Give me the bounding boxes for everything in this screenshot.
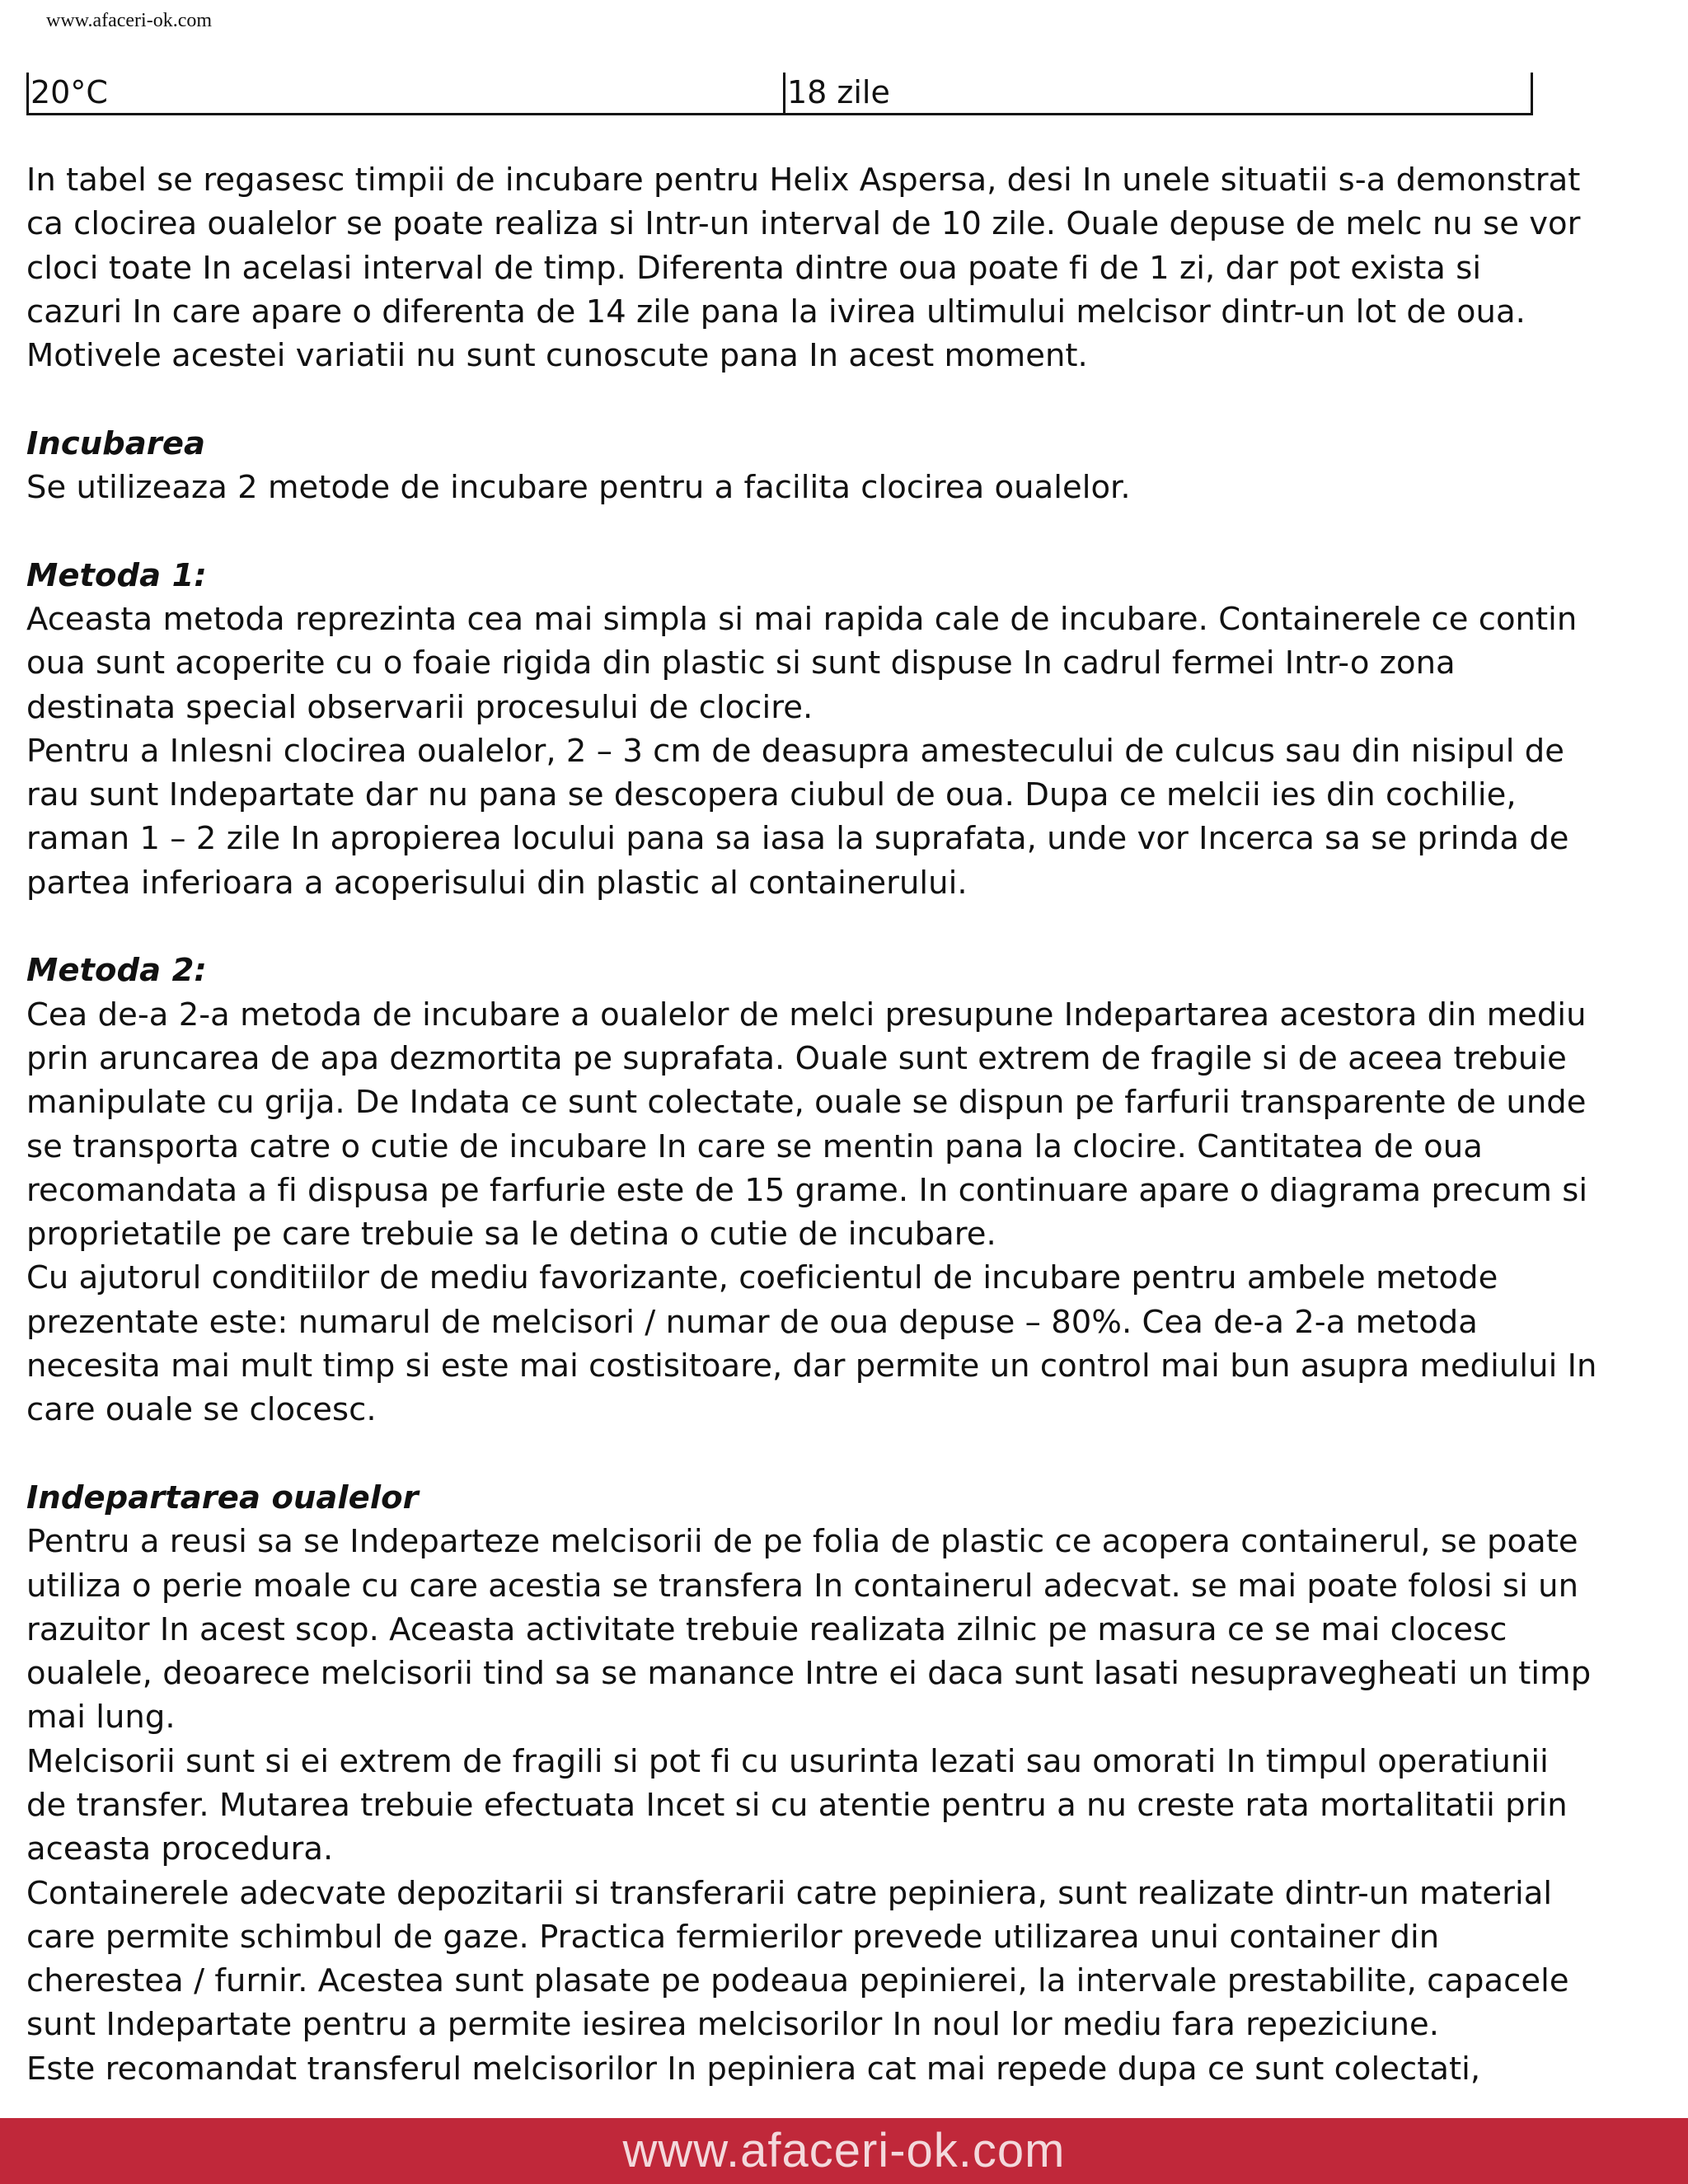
text-line: Cu ajutorul conditiilor de mediu favorizante, coeficientul de incubare pentru ambele metode (26, 1259, 1498, 1297)
text-line: razuitor In acest scop. Aceasta activitate trebuie realizata zilnic pe masura ce se mai clocesc (26, 1610, 1507, 1648)
paragraph-spacer (26, 1432, 1667, 1476)
text-line: utiliza o perie moale cu care acestia se transfera In containerul adecvat. se mai poate folosi si un (26, 1567, 1579, 1605)
text-line: oualele, deoarece melcisorii tind sa se manance Intre ei daca sunt lasati nesupravegheati un timp (26, 1655, 1592, 1693)
text-line: recomandata a fi dispusa pe farfurie este de 15 grame. In continuare apare o diagrama precum si (26, 1171, 1588, 1209)
incubation-table (26, 73, 1533, 115)
text-line: cazuri In care apare o diferenta de 14 zile pana la ivirea ultimului melcisor dintr-un lot de oua. (26, 293, 1526, 330)
text-line: oua sunt acoperite cu o foaie rigida din plastic si sunt dispuse In cadrul fermei Intr-o zona (26, 644, 1456, 682)
paragraph-spacer (26, 509, 1667, 553)
text-line: sunt Indepartate pentru a permite iesirea melcisorilor In noul lor mediu fara repeziciune. (26, 2006, 1440, 2044)
text-line: manipulate cu grija. De Indata ce sunt colectate, ouale se dispun pe farfurii transparente de unde (26, 1084, 1587, 1122)
table-cell-duration: 18 zile (787, 74, 890, 110)
section-heading-incubation: Incubarea (26, 424, 206, 462)
paragraph-spacer (26, 377, 1667, 421)
text-line: prezentate este: numarul de melcisori / numar de oua depuse – 80%. Cea de-a 2-a metoda (26, 1303, 1478, 1341)
text-line: mai lung. (26, 1699, 176, 1736)
text-line: Se utilizeaza 2 metode de incubare pentru a facilita clocirea oualelor. (26, 469, 1131, 507)
text-line: Motivele acestei variatii nu sunt cunoscute pana In acest moment. (26, 337, 1088, 375)
text-line: care ouale se clocesc. (26, 1391, 377, 1429)
text-line: Pentru a Inlesni clocirea oualelor, 2 – 3 cm de deasupra amestecului de culcus sau din nisipul de (26, 732, 1565, 770)
text-line: care permite schimbul de gaze. Practica fermierilor prevede utilizarea unui container din (26, 1918, 1440, 1956)
section-heading-method-2: Metoda 2: (26, 952, 207, 990)
text-line: proprietatile pe care trebuie sa le detina o cutie de incubare. (26, 1216, 996, 1254)
text-line: destinata special observarii procesului de clocire. (26, 688, 814, 726)
table-cell-temperature: 20°C (30, 74, 108, 110)
section-heading-method-1: Metoda 1: (26, 556, 207, 594)
text-line: raman 1 – 2 zile In apropierea locului pana sa iasa la suprafata, unde vor Incerca sa se prinda de (26, 820, 1569, 858)
text-line: rau sunt Indepartate dar nu pana se descopera ciubul de oua. Dupa ce melcii ies din cochilie, (26, 776, 1517, 814)
text-line: ca clocirea oualelor se poate realiza si Intr-un interval de 10 zile. Ouale depuse de melc nu se vor (26, 205, 1581, 243)
text-line: de transfer. Mutarea trebuie efectuata Incet si cu atentie pentru a nu creste rata mortalitatii prin (26, 1786, 1568, 1824)
text-line: Cea de-a 2-a metoda de incubare a oualelor de melci presupune Indepartarea acestora din mediu (26, 996, 1587, 1033)
text-line: Melcisorii sunt si ei extrem de fragili si pot fi cu usurinta lezati sau omorati In timpul operatiunii (26, 1742, 1549, 1780)
text-line: cherestea / furnir. Acestea sunt plasate pe podeaua pepinierei, la intervale prestabilite, capacele (26, 1962, 1569, 2000)
method-1-paragraph (26, 598, 1667, 905)
text-line: Containerele adecvate depozitarii si transferarii catre pepiniera, sunt realizate dintr-un material (26, 1874, 1553, 1912)
text-line: Este recomandat transferul melcisorilor In pepiniera cat mai repede dupa ce sunt colectati, (26, 2050, 1481, 2088)
intro-paragraph (26, 158, 1667, 377)
section-heading-egg-removal: Indepartarea oualelor (26, 1479, 419, 1516)
text-line: cloci toate In acelasi interval de timp. Diferenta dintre oua poate fi de 1 zi, dar pot exista si (26, 249, 1482, 287)
egg-removal-paragraph (26, 1520, 1667, 2091)
site-header-url: www.afaceri-ok.com (46, 10, 213, 31)
text-line: partea inferioara a acoperisului din plastic al containerului. (26, 864, 968, 902)
text-line: Pentru a reusi sa se Indeparteze melcisorii de pe folia de plastic ce acopera containerul, se poate (26, 1523, 1578, 1561)
table-column-divider (783, 73, 785, 113)
text-line: prin aruncarea de apa dezmortita pe suprafata. Ouale sunt extrem de fragile si de aceea trebuie (26, 1039, 1567, 1077)
paragraph-spacer (26, 905, 1667, 949)
text-line: se transporta catre o cutie de incubare In care se mentin pana la clocire. Cantitatea de oua (26, 1127, 1483, 1165)
text-line: necesita mai mult timp si este mai costisitoare, dar permite un control mai bun asupra mediului In (26, 1347, 1597, 1385)
document-body (26, 158, 1667, 2091)
footer-site-url: www.afaceri-ok.com (622, 2124, 1066, 2177)
incubation-paragraph (26, 466, 1667, 509)
method-2-paragraph (26, 993, 1667, 1432)
text-line: In tabel se regasesc timpii de incubare pentru Helix Aspersa, desi In unele situatii s-a demonstrat (26, 162, 1581, 199)
text-line: aceasta procedura. (26, 1830, 334, 1868)
text-line: Aceasta metoda reprezinta cea mai simpla si mai rapida cale de incubare. Containerele ce contin (26, 600, 1578, 638)
